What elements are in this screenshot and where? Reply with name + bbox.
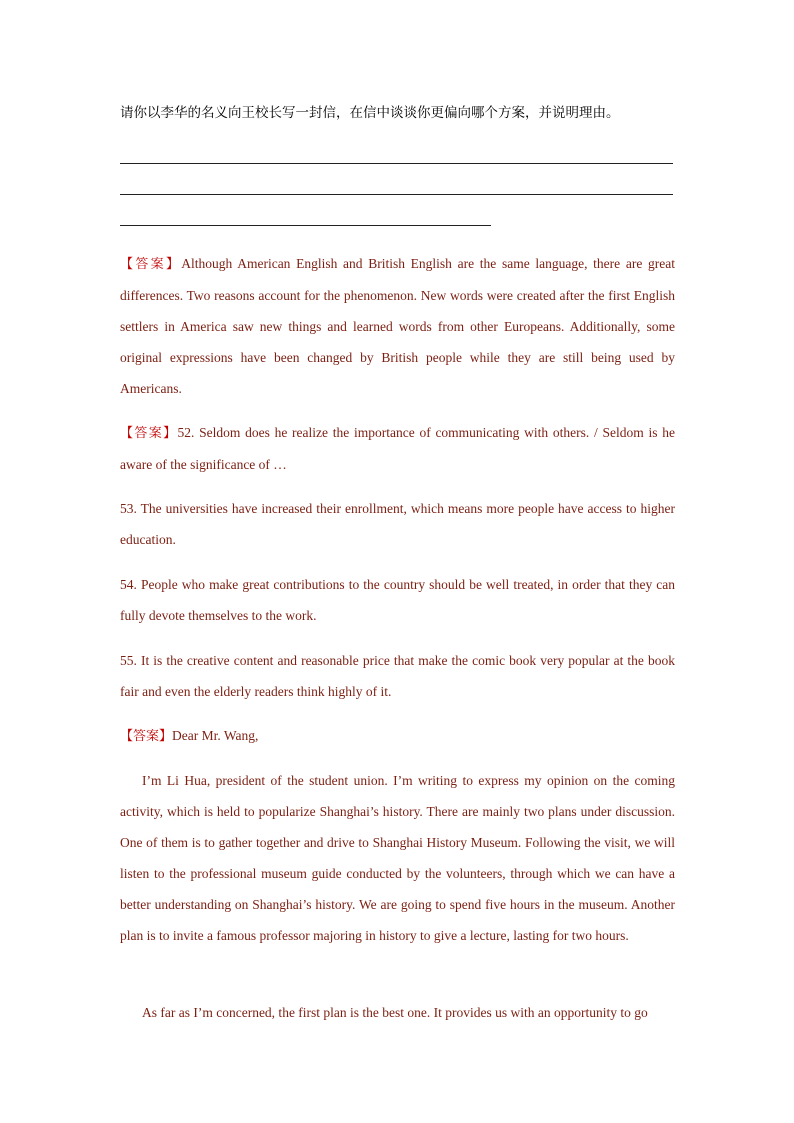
letter-greeting: Dear Mr. Wang, (172, 728, 259, 743)
answer-paragraph-summary (120, 248, 675, 404)
answer-item-54: 54. People who make great contributions to the country should be well treated, in order that they can fully devote themselves to the work. (120, 577, 675, 623)
answer-paragraph-translation (120, 417, 675, 480)
answer-item-52: 52. Seldom does he realize the importance of communicating with others. / Seldom is he aware of the significance of … (120, 425, 675, 472)
answer-tag: 【答案】 (120, 257, 182, 272)
answer-line-1 (120, 163, 673, 164)
letter-paragraph-1: I’m Li Hua, president of the student union. I’m writing to express my opinion on the coming activity, which is held to popularize Shanghai’s history. There are mainly two plans under discussion. One of them is to gather together and drive to Shanghai History Museum. Following the visit, we will listen to the professional museum guide conducted by the volunteers, through which we can have a better understanding on Shanghai’s history. We are going to spend five hours in the museum. Another plan is to invite a famous professor majoring in history to give a lecture, lasting for two hours. (120, 773, 675, 943)
letter-paragraph-2: As far as I’m concerned, the first plan is the best one. It provides us with an opportunity to go (142, 1005, 648, 1020)
answer-tag: 【答案】 (120, 426, 178, 441)
writing-prompt: 请你以李华的名义向王校长写一封信，在信中谈谈你更偏向哪个方案，并说明理由。 (120, 105, 620, 121)
answer-paragraph-letter (120, 720, 675, 752)
answer-tag: 【答案】 (120, 729, 173, 744)
answer-line-2 (120, 194, 673, 195)
answer-line-3 (120, 225, 491, 226)
answer-summary-text: Although American English and British English are the same language, there are great differences. Two reasons account for the phenomenon. New words were created after the first English settlers in America saw new things and learned words from other Europeans. Additionally, some original expressions have been changed by British people while they are still being used by Americans. (120, 256, 675, 396)
answer-item-55: 55. It is the creative content and reasonable price that make the comic book very popular at the book fair and even the elderly readers think highly of it. (120, 653, 675, 699)
answer-item-53: 53. The universities have increased their enrollment, which means more people have access to higher education. (120, 501, 675, 547)
